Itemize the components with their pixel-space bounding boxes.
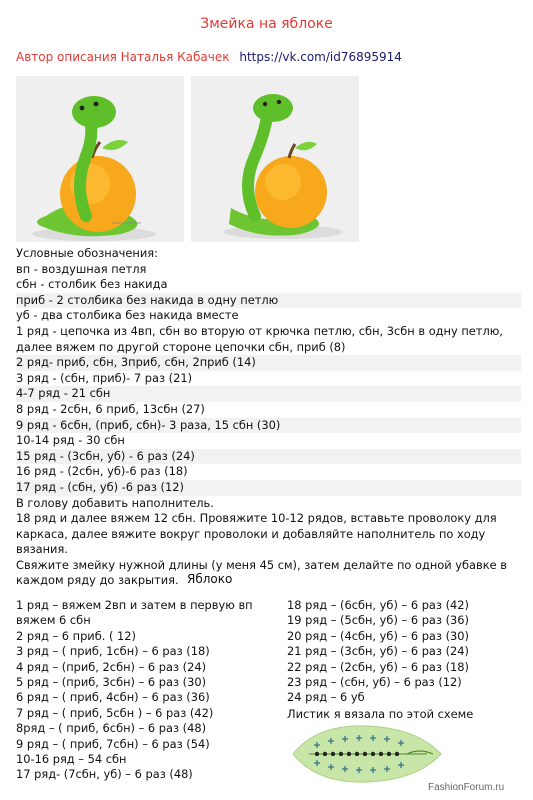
legend-heading: Условные обозначения:: [16, 246, 158, 260]
legend-item: сбн - столбик без накида: [16, 277, 168, 292]
row-text: 16 ряд - (2сбн, уб)-6 раз (18): [16, 464, 188, 479]
apple-section-title: Яблоко: [187, 572, 233, 586]
apple-row: 20 ряд – (4сбн, уб) – 6 раз (30): [287, 628, 469, 643]
row-text: 17 ряд - (сбн, уб) -6 раз (12): [16, 480, 521, 496]
apple-rows-right: [287, 598, 527, 722]
leaf-caption: Листик я вязала по этой схеме: [287, 706, 474, 721]
apple-row: 18 ряд – (6сбн, уб) – 6 раз (42): [287, 598, 469, 612]
row-text: 2 ряд- приб, сбн, 3приб, сбн, 2приб (14): [16, 355, 521, 371]
legend-item: уб - два столбика без накида вместе: [16, 308, 239, 323]
leaf-crochet-chart: [287, 718, 447, 790]
legend-and-body: [16, 246, 521, 589]
apple-row: 9 ряд – ( приб, 7сбн) – 6 раз (54): [16, 736, 210, 751]
row-text: 8 ряд - 2сбн, 6 приб, 13сбн (27): [16, 401, 205, 416]
apple-row: 1 ряд – вяжем 2вп и затем в первую вп вяжем 6 сбн: [16, 598, 253, 628]
author-link[interactable]: https://vk.com/id76895914: [239, 50, 402, 64]
apple-rows-left: [16, 598, 278, 783]
apple-row: 3 ряд – ( приб, 1сбн) – 6 раз (18): [16, 644, 210, 659]
page-title: Змейка на яблоке: [200, 16, 333, 32]
photo-watermark: Natalya Kabachek: [112, 221, 141, 225]
row-text: 10-14 ряд - 30 сбн: [16, 433, 125, 448]
apple-row: 24 ряд – 6 уб: [287, 690, 365, 705]
apple-row: 4 ряд – (приб, 2сбн) – 6 раз (24): [16, 659, 207, 674]
apple-row: 2 ряд – 6 приб. ( 12): [16, 628, 136, 643]
apple-row: 10-16 ряд – 54 сбн: [16, 752, 127, 767]
author-line: [16, 50, 402, 64]
apple-row: 6 ряд – ( приб, 4сбн) – 6 раз (36): [16, 690, 210, 705]
apple-row: 8ряд – ( приб, 6сбн) – 6 раз (48): [16, 721, 207, 736]
row-text: 15 ряд - (3сбн, уб) - 6 раз (24): [16, 449, 521, 465]
apple-row: 7 ряд – ( приб, 5сбн ) – 6 раз (42): [16, 705, 214, 720]
apple-row: 17 ряд- (7сбн, уб) – 6 раз (48): [16, 767, 193, 782]
site-watermark: FashionForum.ru: [428, 782, 505, 793]
apple-row: 21 ряд – (3сбн, уб) – 6 раз (24): [287, 644, 469, 659]
row-text: Свяжите змейку нужной длины (у меня 45 см), затем делайте по одной убавке в каждом ряду до закрытия.: [16, 557, 507, 588]
apple-row: 19 ряд – (5сбн, уб) – 6 раз (36): [287, 613, 469, 628]
row-text: 9 ряд - 6сбн, (приб, сбн)- 3 раза, 15 сбн (30): [16, 418, 521, 434]
snake-photo-front: [16, 76, 184, 242]
apple-row: 22 ряд – (2сбн, уб) – 6 раз (18): [287, 659, 469, 674]
row-text: 4-7 ряд - 21 сбн: [16, 386, 521, 402]
apple-row: 23 ряд – (сбн, уб) – 6 раз (12): [287, 675, 462, 690]
row-text: 3 ряд - (сбн, приб)- 7 раз (21): [16, 370, 193, 385]
apple-row: 5 ряд – (приб, 3сбн) – 6 раз (30): [16, 675, 207, 690]
legend-item: приб - 2 столбика без накида в одну петлю: [16, 293, 521, 309]
row-text: 1 ряд - цепочка из 4вп, сбн во вторую от крючка петлю, сбн, 3сбн в одну петлю, далее вяжем по другой стороне цепочки сбн, приб (8): [16, 323, 503, 354]
row-text: 18 ряд и далее вяжем 12 сбн. Провяжите 10-12 рядов, вставьте проволоку для каркаса, далее вяжите вокруг проволоки и добавляйте наполнитель по ходу вязания.: [16, 511, 497, 557]
author-text: Автор описания Наталья Кабачек: [16, 50, 230, 64]
legend-item: вп - воздушная петля: [16, 261, 147, 276]
row-text: В голову добавить наполнитель.: [16, 495, 214, 510]
snake-photo-side: [191, 76, 359, 242]
